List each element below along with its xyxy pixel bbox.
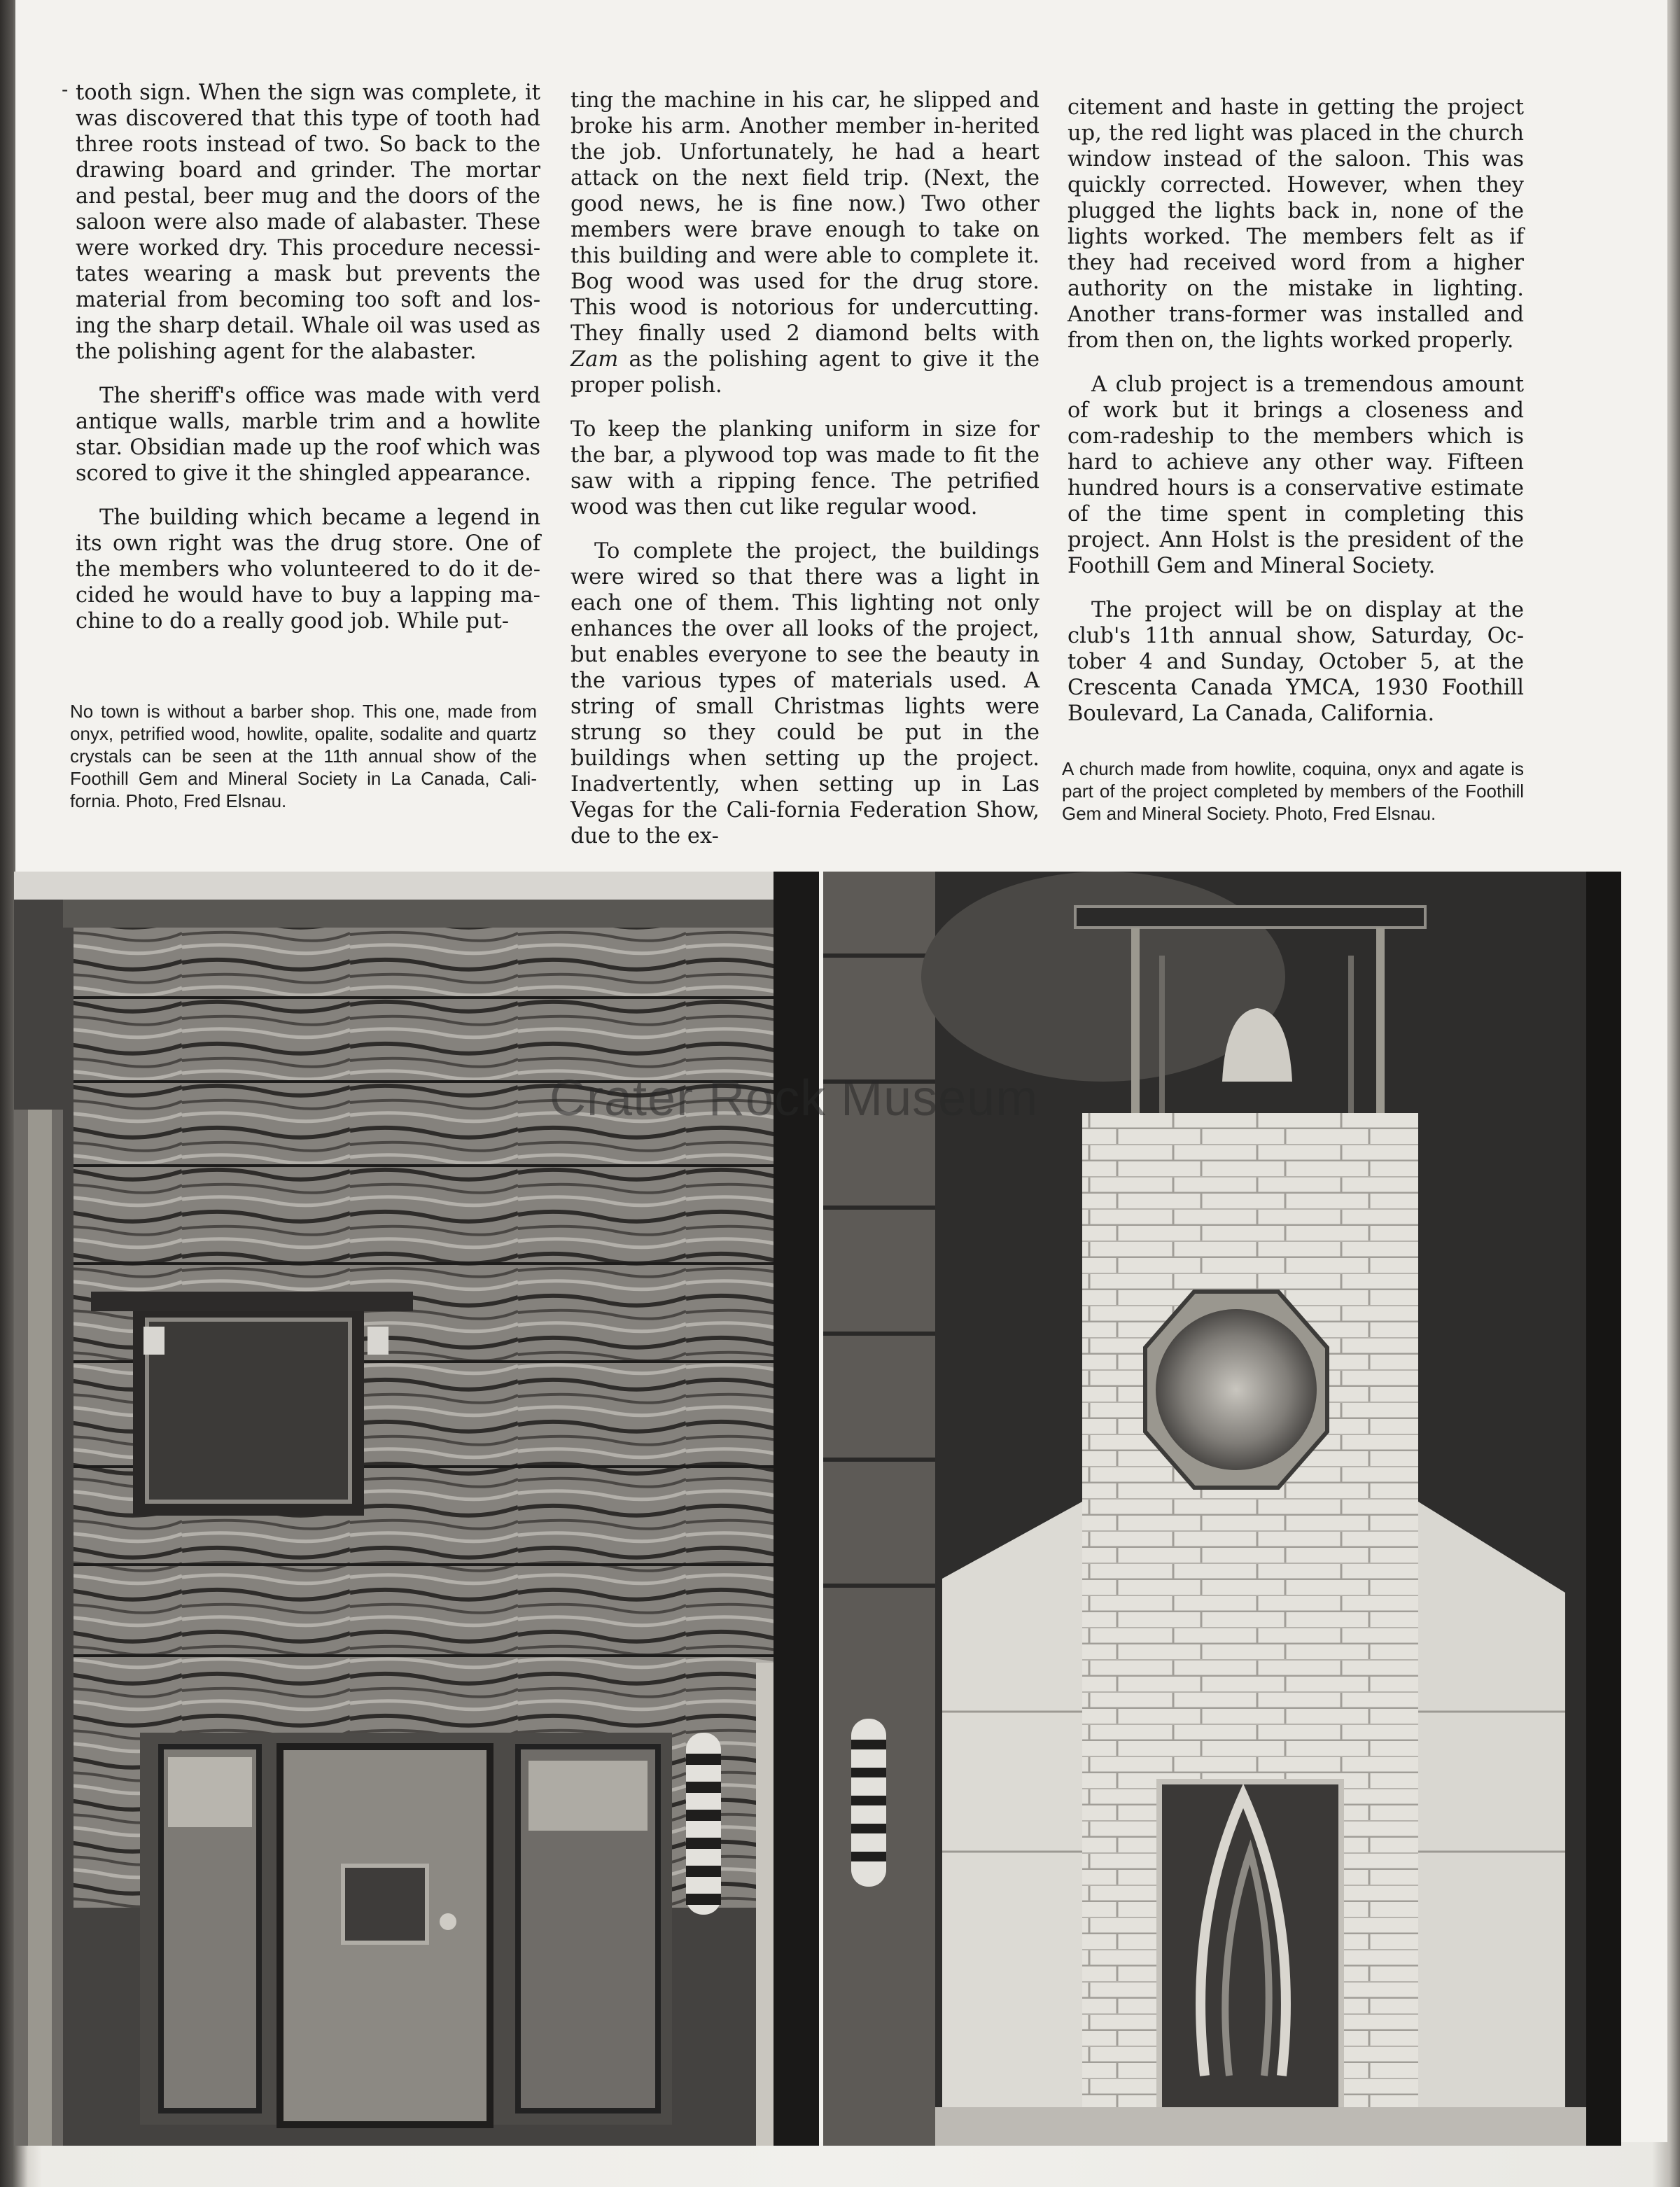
article-column-2 bbox=[570, 88, 1040, 867]
paragraph: The building which became a legend in its own right was the drug store. One of the members who volunteered to do it de-cided he would have to buy a lapping ma-chine to do a really good job. While put- bbox=[76, 505, 540, 634]
barber-shop-photo bbox=[14, 872, 819, 2146]
watermark: Crater Rock Museum bbox=[550, 1070, 1039, 1126]
paragraph: ting the machine in his car, he slipped and broke his arm. Another member in-herited the job. Unfortunately, he had a heart attack on the next field trip. (Next, the good news, he is fine now.) Two other members were brave enough to take on this building and were able to complete it. Bog wood was used for the drug store. This wood is notorious for undercutting. They finally used 2 diamond belts with Zam as the polishing agent to give it the proper polish. bbox=[570, 88, 1040, 398]
church-caption-block bbox=[1062, 757, 1524, 825]
article-column-3 bbox=[1068, 95, 1524, 745]
paragraph: A club project is a tremendous amount of work but it brings a closeness and com-radeship to the members which is hard to achieve any other way. Fifteen hundred hours is a conservative estimate of the time spent in completing this project. Ann Holst is the president of the Foothill Gem and Mineral Society. bbox=[1068, 372, 1524, 578]
church-illustration bbox=[823, 872, 1621, 2146]
paragraph: To complete the project, the buildings were wired so that there was a light in each one of them. This lighting not only enhances the over all looks of the project, but enables everyone to see the beauty in the various types of materials used. A string of small Christmas lights were strung so they could be put in the buildings when setting up the project. Inadvertently, when setting up in Las Vegas for the Cali-fornia Federation Show, due to the ex- bbox=[570, 539, 1040, 848]
church-photo bbox=[823, 872, 1621, 2146]
paragraph: To keep the planking uniform in size for the bar, a plywood top was made to fit the saw with a ripping fence. The petrified wood was then cut like regular wood. bbox=[570, 417, 1040, 519]
article-column-1 bbox=[76, 80, 540, 652]
paragraph: citement and haste in getting the project up, the red light was placed in the church window instead of the saloon. This was quickly corrected. However, when they plugged the lights back in, none of the lights worked. The members felt as if they had received word from a higher authority on the mistake in lighting. Another trans-former was installed and from then on, the lights worked properly. bbox=[1068, 95, 1524, 353]
photo-caption-church: A church made from howlite, coquina, onyx and agate is part of the project completed by members of the Foothill Gem and Mineral Society. Photo, Fred Elsnau. bbox=[1062, 758, 1524, 824]
paragraph: The project will be on display at the club's 11th annual show, Saturday, Oc-tober 4 and Sunday, October 5, at the Crescenta Canada YMCA, 1930 Foothill Boulevard, La Canada, California. bbox=[1068, 598, 1524, 726]
paragraph: The sheriff's office was made with verd antique walls, marble trim and a howlite star. Obsidian made up the roof which was scored to give it the shingled appearance. bbox=[76, 384, 540, 486]
barber-shop-illustration bbox=[14, 872, 819, 2146]
barber-caption-block bbox=[70, 700, 537, 812]
brand-name: Zam bbox=[570, 347, 619, 372]
paragraph: tooth sign. When the sign was complete, it was discovered that this type of tooth had three roots instead of two. So back to the drawing board and grinder. The mortar and pestal, beer mug and the doors of the saloon were also made of alabaster. These were worked dry. This procedure necessi-tates wearing a mask but prevents the material from becoming too soft and los-ing the sharp detail. Whale oil was used as the polishing agent for the alabaster. bbox=[76, 81, 540, 364]
photo-caption-barber: No town is without a barber shop. This one, made from onyx, petrified wood, howlite, opalite, sodalite and quartz crystals can be seen at the 11th annual show of the Foothill Gem and Mineral Society in La Canada, Cali-fornia. Photo, Fred Elsnau. bbox=[70, 701, 537, 811]
margin-mark: - bbox=[62, 78, 69, 100]
